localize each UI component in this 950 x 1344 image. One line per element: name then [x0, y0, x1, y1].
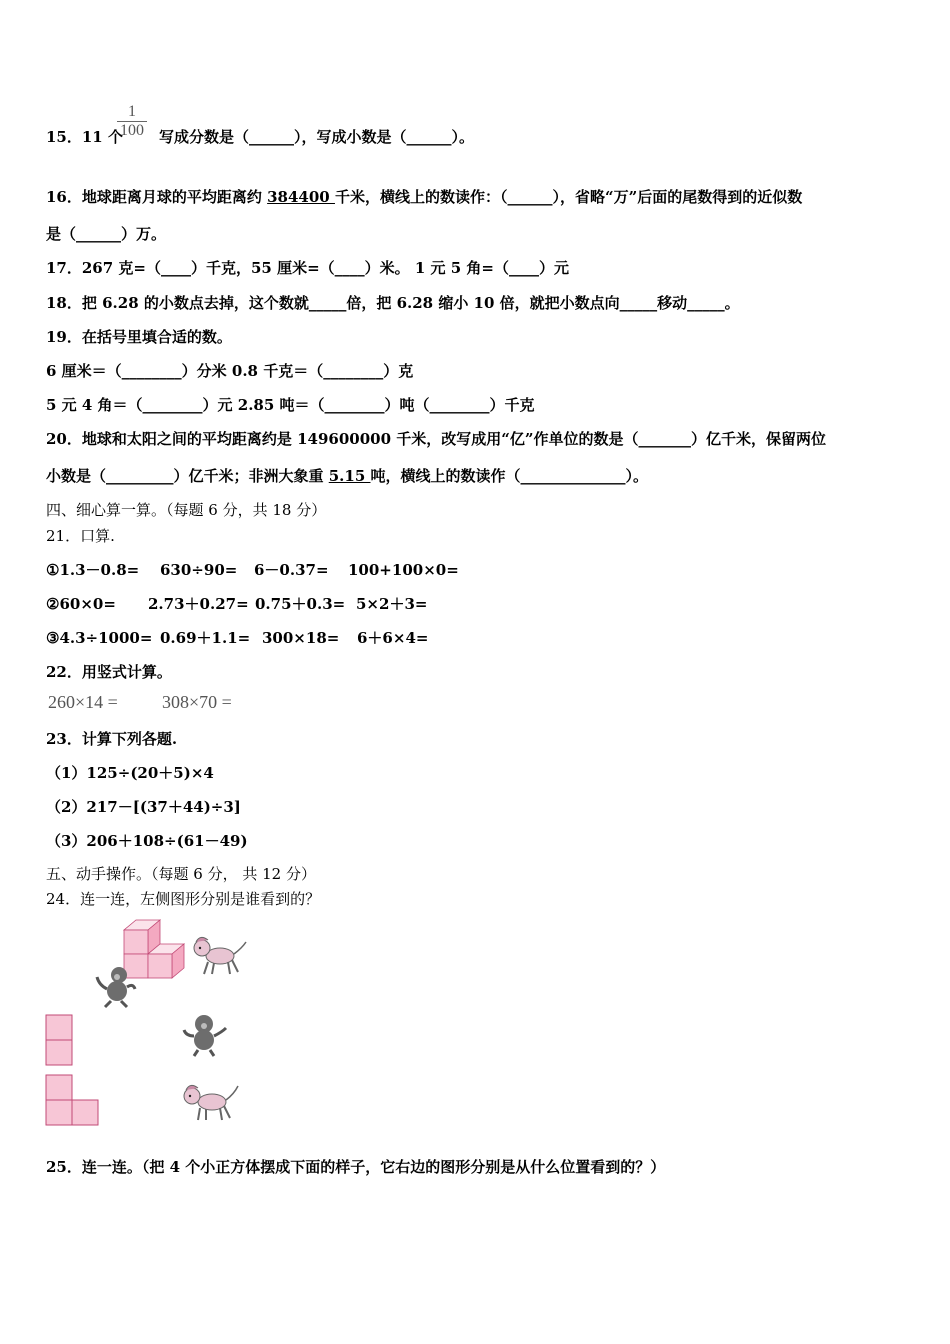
fraction-denominator: 100: [120, 122, 144, 139]
q21-row3-c3: 300×18=: [262, 629, 340, 647]
section-5-heading: 五、动手操作。（每题 6 分， 共 12 分）: [46, 865, 316, 883]
q15-suffix: 写成分数是（______），写成小数是（______）。: [158, 128, 474, 146]
q20-underlined-number: 5.15: [328, 467, 371, 485]
q16-underlined-number: 384400: [267, 188, 335, 206]
fraction-numerator: 1: [128, 103, 136, 120]
q21-row2-c1: ②60×0=: [46, 595, 116, 613]
q15-fraction: [117, 103, 147, 140]
dog-icon-top: [190, 934, 248, 976]
q16-suffix: 千米，横线上的数读作：（______），省略“万”后面的尾数得到的近似数: [334, 188, 803, 206]
q21-row1-c1: ①1.3－0.8=: [46, 561, 140, 579]
q21-row3-c2: 0.69＋1.1=: [160, 629, 251, 647]
q25-title: 25．连一连。（把 4 个小正方体摆成下面的样子，它右边的图形分别是从什么位置看到的？）: [46, 1158, 666, 1176]
q22-expression-1: 260×14 =: [48, 692, 118, 712]
q19-row2: 5 元 4 角＝（________）元 2.85 吨＝（________）吨（________）千克: [46, 396, 535, 414]
q24-title: 24．连一连，左侧图形分别是谁看到的？: [46, 890, 321, 908]
q20-line2: [46, 466, 648, 486]
q21-row2-c3: 0.75＋0.3=: [255, 595, 346, 613]
dog-icon-bottom: [180, 1080, 240, 1122]
q23-problem-1: （1）125÷(20＋5)×4: [46, 764, 214, 782]
q20-line2-suffix: 吨，横线上的数读作（______________）。: [370, 467, 649, 485]
q19-title: 19．在括号里填合适的数。: [46, 328, 232, 346]
q18-line: 18．把 6.28 的小数点去掉，这个数就_____倍，把 6.28 缩小 10 倍，就把小数点向_____移动_____。: [46, 294, 740, 312]
q21-title: 21．口算.: [46, 527, 115, 545]
q15-line: [46, 127, 474, 147]
q19-row1: 6 厘米＝（________）分米 0.8 千克＝（________）克: [46, 362, 414, 380]
q15-prefix: 15．11 个: [46, 128, 123, 146]
view-l-shape: [45, 1074, 101, 1128]
q23-title: 23．计算下列各题.: [46, 730, 178, 748]
q23-problem-2: （2）217－[(37＋44)÷3]: [46, 798, 241, 816]
q22-title: 22．用竖式计算。: [46, 663, 172, 681]
q16-line2: 是（______）万。: [46, 225, 167, 243]
q21-row2-c4: 5×2＋3=: [356, 595, 428, 613]
section-4-heading: 四、细心算一算。（每题 6 分，共 18 分）: [46, 501, 327, 519]
q20-line2-prefix: 小数是（_________）亿千米；非洲大象重: [46, 467, 329, 485]
view-two-stacked-squares: [45, 1014, 75, 1068]
q21-row3-c1: ③4.3÷1000=: [46, 629, 153, 647]
q21-row2-c2: 2.73＋0.27=: [148, 595, 249, 613]
monkey-icon-middle: [182, 1012, 228, 1056]
q23-problem-3: （3）206＋108÷(61－49): [46, 832, 248, 850]
q22-expression-2: 308×70 =: [162, 692, 232, 712]
q16-prefix: 16．地球距离月球的平均距离约: [46, 188, 268, 206]
q21-row1-c2: 630÷90=: [160, 561, 238, 579]
q17-line: 17．267 克=（____）千克，55 厘米=（____）米。 1 元 5 角=（____）元: [46, 259, 569, 277]
monkey-icon-top: [93, 963, 137, 1009]
q21-row1-c3: 6－0.37=: [254, 561, 329, 579]
q16-line1: [46, 187, 802, 207]
q20-line1: 20．地球和太阳之间的平均距离约是 149600000 千米，改写成用“亿”作单位的数是（_______）亿千米，保留两位: [46, 430, 827, 448]
q21-row1-c4: 100+100×0=: [348, 561, 459, 579]
q21-row3-c4: 6＋6×4=: [357, 629, 429, 647]
